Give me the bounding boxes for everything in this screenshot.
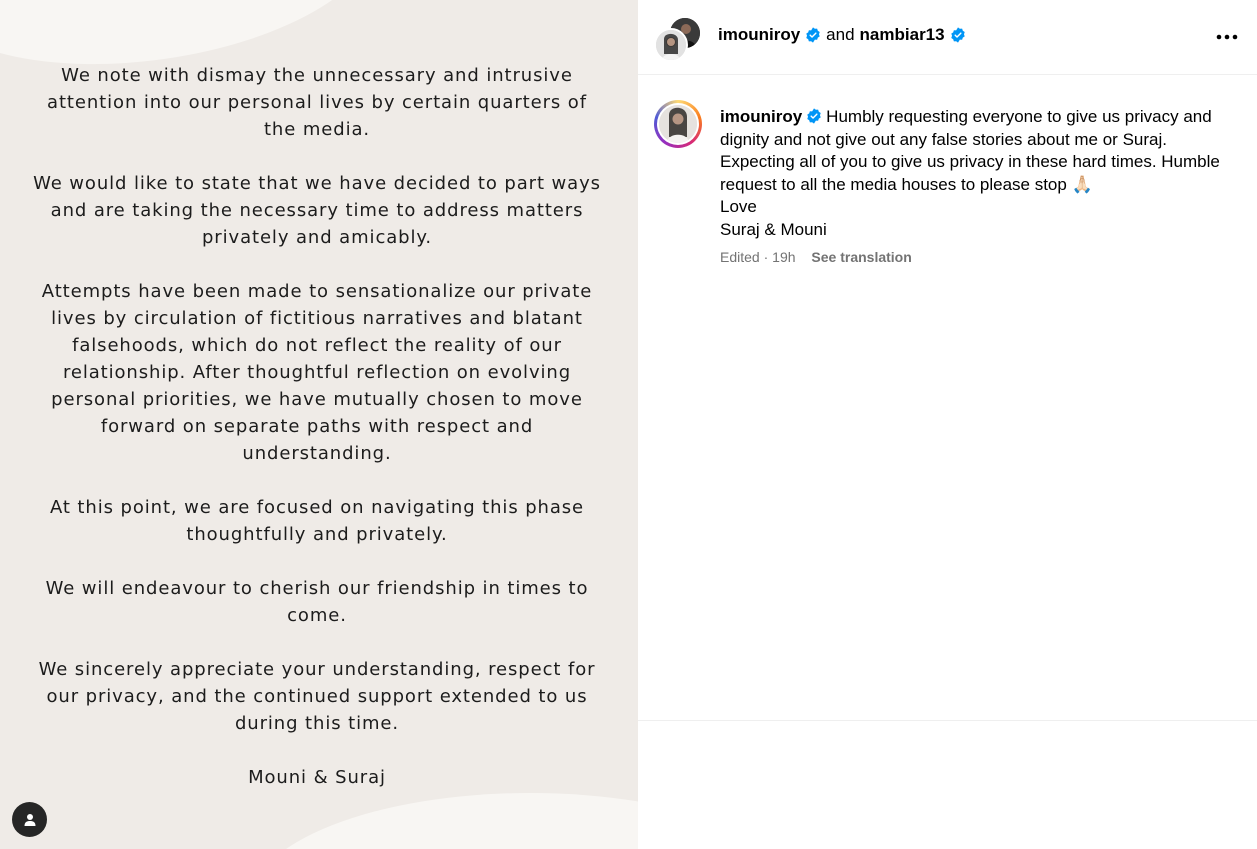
collab-usernames	[718, 25, 966, 45]
story-ring[interactable]	[654, 100, 702, 148]
statement-paragraph: At this point, we are focused on navigating this phase thoughtfully and privately.	[49, 497, 585, 545]
collab-avatars[interactable]	[654, 16, 700, 62]
username-imouniroy[interactable]: imouniroy	[718, 25, 801, 44]
caption-line: dignity and not give out any false stories about me or Suraj.	[720, 129, 1167, 149]
tagged-users-button[interactable]	[12, 802, 47, 837]
statement-paragraph: We sincerely appreciate your understanding, respect for our privacy, and the continued support extended to us during this time.	[38, 659, 596, 734]
more-options-icon	[1216, 34, 1238, 40]
caption-line: Expecting all of you to give us privacy in these hard times. Humble	[720, 152, 1220, 171]
edited-label: Edited	[720, 249, 760, 265]
user-tag-icon	[22, 812, 38, 828]
more-options-button[interactable]	[1212, 22, 1242, 52]
see-translation-link[interactable]: See translation	[811, 249, 912, 265]
statement-paragraph: We note with dismay the unnecessary and intrusive attention into our personal lives by certain quarters of the media.	[47, 65, 587, 140]
verified-badge-icon	[950, 27, 966, 43]
post-timestamp[interactable]: 19h	[772, 249, 796, 265]
statement-paragraph: Attempts have been made to sensationalize our private lives by circulation of fictitious narratives and blatant falsehoods, which do not reflect the reality of our relationship. After thoughtful reflection on evolving personal priorities, we have mutually chosen to move forward on separate paths with respect and understanding.	[41, 281, 593, 464]
post-header	[638, 0, 1257, 75]
statement-paragraph: We would like to state that we have decided to part ways and are taking the necessary time to address matters privately and amicably.	[33, 173, 601, 248]
caption-line: Humbly requesting everyone to give us privacy and	[826, 107, 1212, 126]
statement-text	[28, 62, 606, 818]
post-meta	[720, 249, 912, 265]
connector-text: and	[826, 25, 855, 44]
caption-text	[720, 106, 1240, 241]
username-nambiar13[interactable]: nambiar13	[859, 25, 945, 44]
caption-username[interactable]: imouniroy	[720, 107, 803, 126]
meta-separator: ·	[763, 249, 769, 265]
divider	[638, 720, 1257, 721]
caption-line: request to all the media houses to please stop 🙏🏻	[720, 174, 1093, 194]
verified-badge-icon	[806, 108, 822, 124]
post-details-panel	[638, 0, 1257, 849]
statement-signature: Mouni & Suraj	[248, 767, 386, 788]
avatar-imouniroy[interactable]	[654, 28, 688, 62]
verified-badge-icon	[805, 27, 821, 43]
avatar-imouniroy[interactable]	[659, 105, 697, 143]
statement-paragraph: We will endeavour to cherish our friendship in times to come.	[45, 578, 589, 626]
caption-line: Love	[720, 197, 757, 216]
caption-line: Suraj & Mouni	[720, 219, 827, 239]
